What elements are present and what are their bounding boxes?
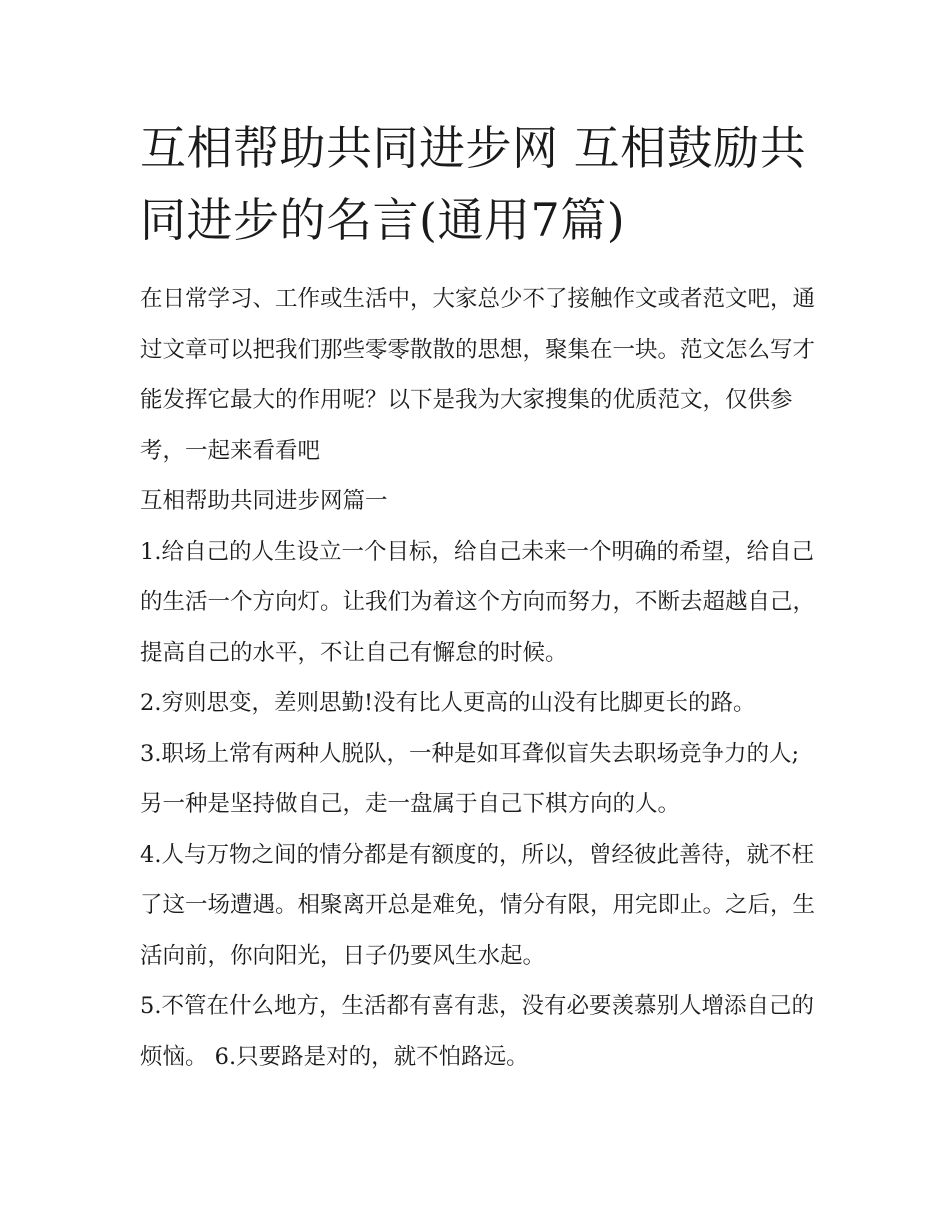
section-heading: 互相帮助共同进步网篇一 — [140, 488, 388, 514]
intro-paragraph: 在日常学习、工作或生活中，大家总少不了接触作文或者范文吧，通过文章可以把我们那些零零散散的思想，聚集在一块。范文怎么写才能发挥它最大的作用呢？以下是我为大家搜集的优质范文，仅供参考，一起来看看吧 — [140, 286, 816, 464]
document-title: 互相帮助共同进步网 互相鼓励共同进步的名言(通用7篇) — [140, 121, 807, 247]
list-item: 4.人与万物之间的情分都是有额度的，所以，曾经彼此善待，就不枉了这一场遭遇。相聚离开总是难免，情分有限，用完即止。之后，生活向前，你向阳光，日子仍要风生水起。 — [140, 841, 816, 969]
document-body — [140, 112, 820, 1082]
list-item: 5.不管在什么地方，生活都有喜有悲，没有必要羡慕别人增添自己的烦恼。 6.只要路是对的，就不怕路远。 — [140, 993, 814, 1070]
list-item: 2.穷则思变，差则思勤!没有比人更高的山没有比脚更长的路。 — [140, 690, 756, 716]
list-item: 1.给自己的人生设立一个目标，给自己未来一个明确的希望，给自己的生活一个方向灯。让我们为着这个方向而努力，不断去超越自己，提高自己的水平，不让自己有懈怠的时候。 — [140, 538, 816, 666]
list-item: 3.职场上常有两种人脱队，一种是如耳聋似盲失去职场竞争力的人;另一种是坚持做自己，走一盘属于自己下棋方向的人。 — [140, 740, 800, 817]
